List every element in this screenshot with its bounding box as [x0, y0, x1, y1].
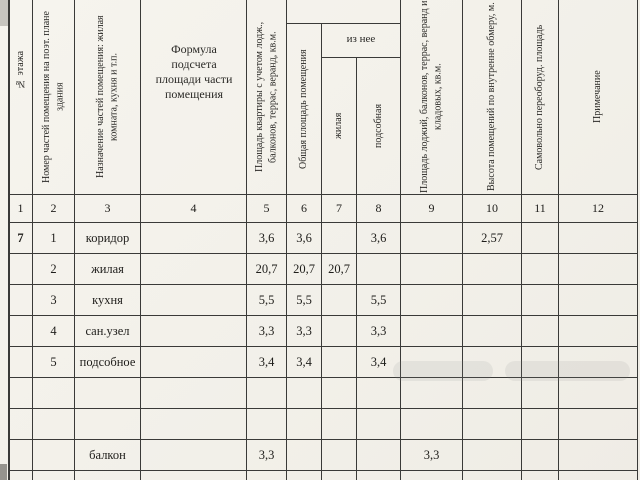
scan-corner-artifact — [0, 0, 8, 26]
total-area-cell: 3,6 — [296, 230, 312, 245]
column-number-cell: 3 — [104, 200, 111, 215]
utility-area-cell: 5,5 — [370, 292, 387, 307]
part-number-cell: 2 — [50, 261, 57, 276]
header-part-number-label: Номер частей помещения на поэт. плане здания — [41, 11, 66, 183]
utility-area-cell: 3,3 — [370, 323, 387, 338]
column-number-cell: 5 — [263, 200, 270, 215]
header-purpose — [75, 0, 140, 194]
total-area-cell: 5,5 — [296, 292, 312, 307]
column-number-cell: 11 — [534, 200, 546, 215]
header-total-area — [287, 24, 321, 194]
column-number-cell: 4 — [190, 200, 197, 215]
header-room-height-label: Высота помещений по внутренне обмеру, м. — [486, 2, 498, 192]
part-number-cell: 1 — [50, 230, 57, 245]
header-living-area — [322, 58, 356, 194]
header-note — [559, 0, 637, 194]
total-area-cell: 20,7 — [293, 261, 315, 276]
apartment-area-cell: 3,3 — [258, 447, 275, 462]
header-area-formula — [154, 26, 234, 118]
column-number-cell: 8 — [375, 200, 382, 215]
balcony-area-cell: 3,3 — [423, 447, 440, 462]
floor-number-cell: 7 — [17, 230, 24, 245]
header-unauthorized-area — [522, 0, 558, 194]
header-total-area-label: Общая площадь помещения — [298, 49, 310, 169]
total-area-cell: 3,3 — [296, 323, 312, 338]
scan-corner-artifact — [0, 464, 7, 480]
header-purpose-label: Назначение частей помещения: жилая комната, кухня и т.п. — [95, 15, 120, 179]
purpose-cell: коридор — [85, 230, 130, 245]
apartment-area-cell: 3,4 — [258, 354, 275, 369]
apartment-area-cell: 20,7 — [255, 261, 278, 276]
header-balcony-area-label: Площадь лоджий, балконов, террас, веранд и кладовых, кв.м. — [419, 0, 444, 194]
part-number-cell: 3 — [50, 292, 57, 307]
grid-line-h — [8, 470, 638, 471]
column-number-cell: 2 — [50, 200, 57, 215]
watermark — [505, 361, 630, 381]
apartment-area-cell: 3,6 — [258, 230, 275, 245]
header-apartment-area — [247, 0, 286, 194]
utility-area-cell: 3,4 — [370, 354, 387, 369]
purpose-cell: сан.узел — [85, 323, 130, 338]
header-balcony-area — [401, 0, 462, 194]
purpose-cell: жилая — [91, 261, 124, 276]
header-part-number — [33, 0, 74, 194]
column-number-cell: 9 — [428, 200, 435, 215]
purpose-cell: подсобное — [79, 354, 136, 369]
header-utility-area-label: подсобная — [372, 103, 384, 149]
header-unauthorized-area-label: Самовольно переоборуд. площадь — [534, 24, 546, 170]
part-number-cell: 4 — [50, 323, 57, 338]
header-of-which — [322, 24, 400, 56]
header-utility-area — [357, 58, 400, 194]
purpose-cell: балкон — [89, 447, 126, 462]
grid-line-h — [8, 408, 638, 409]
header-of-which-label: из нее — [346, 33, 376, 46]
header-living-area-label: жилая — [333, 112, 345, 140]
header-floor-number — [10, 0, 32, 140]
header-area-formula-label: Формула подсчета площади части помещения — [155, 42, 233, 101]
purpose-cell: кухня — [92, 292, 123, 307]
living-area-cell: 20,7 — [328, 261, 350, 276]
column-number-cell: 10 — [486, 200, 498, 215]
watermark — [393, 361, 493, 381]
header-floor-number-label: № этажа — [15, 50, 27, 90]
part-number-cell: 5 — [50, 354, 57, 369]
header-apartment-area-label: Площадь квартиры с учетом лодж., балконов, террас, веранд, кв.м. — [254, 21, 279, 173]
column-number-cell: 12 — [592, 200, 604, 215]
column-number-cell: 6 — [301, 200, 307, 215]
room-height-cell: 2,57 — [481, 230, 503, 245]
total-area-cell: 3,4 — [296, 354, 312, 369]
header-note-label: Примечание — [592, 70, 604, 124]
utility-area-cell: 3,6 — [370, 230, 387, 245]
column-number-cell: 7 — [336, 200, 342, 215]
header-room-height — [463, 0, 521, 194]
apartment-area-cell: 3,3 — [258, 323, 275, 338]
apartment-area-cell: 5,5 — [258, 292, 275, 307]
column-number-cell: 1 — [17, 200, 24, 215]
